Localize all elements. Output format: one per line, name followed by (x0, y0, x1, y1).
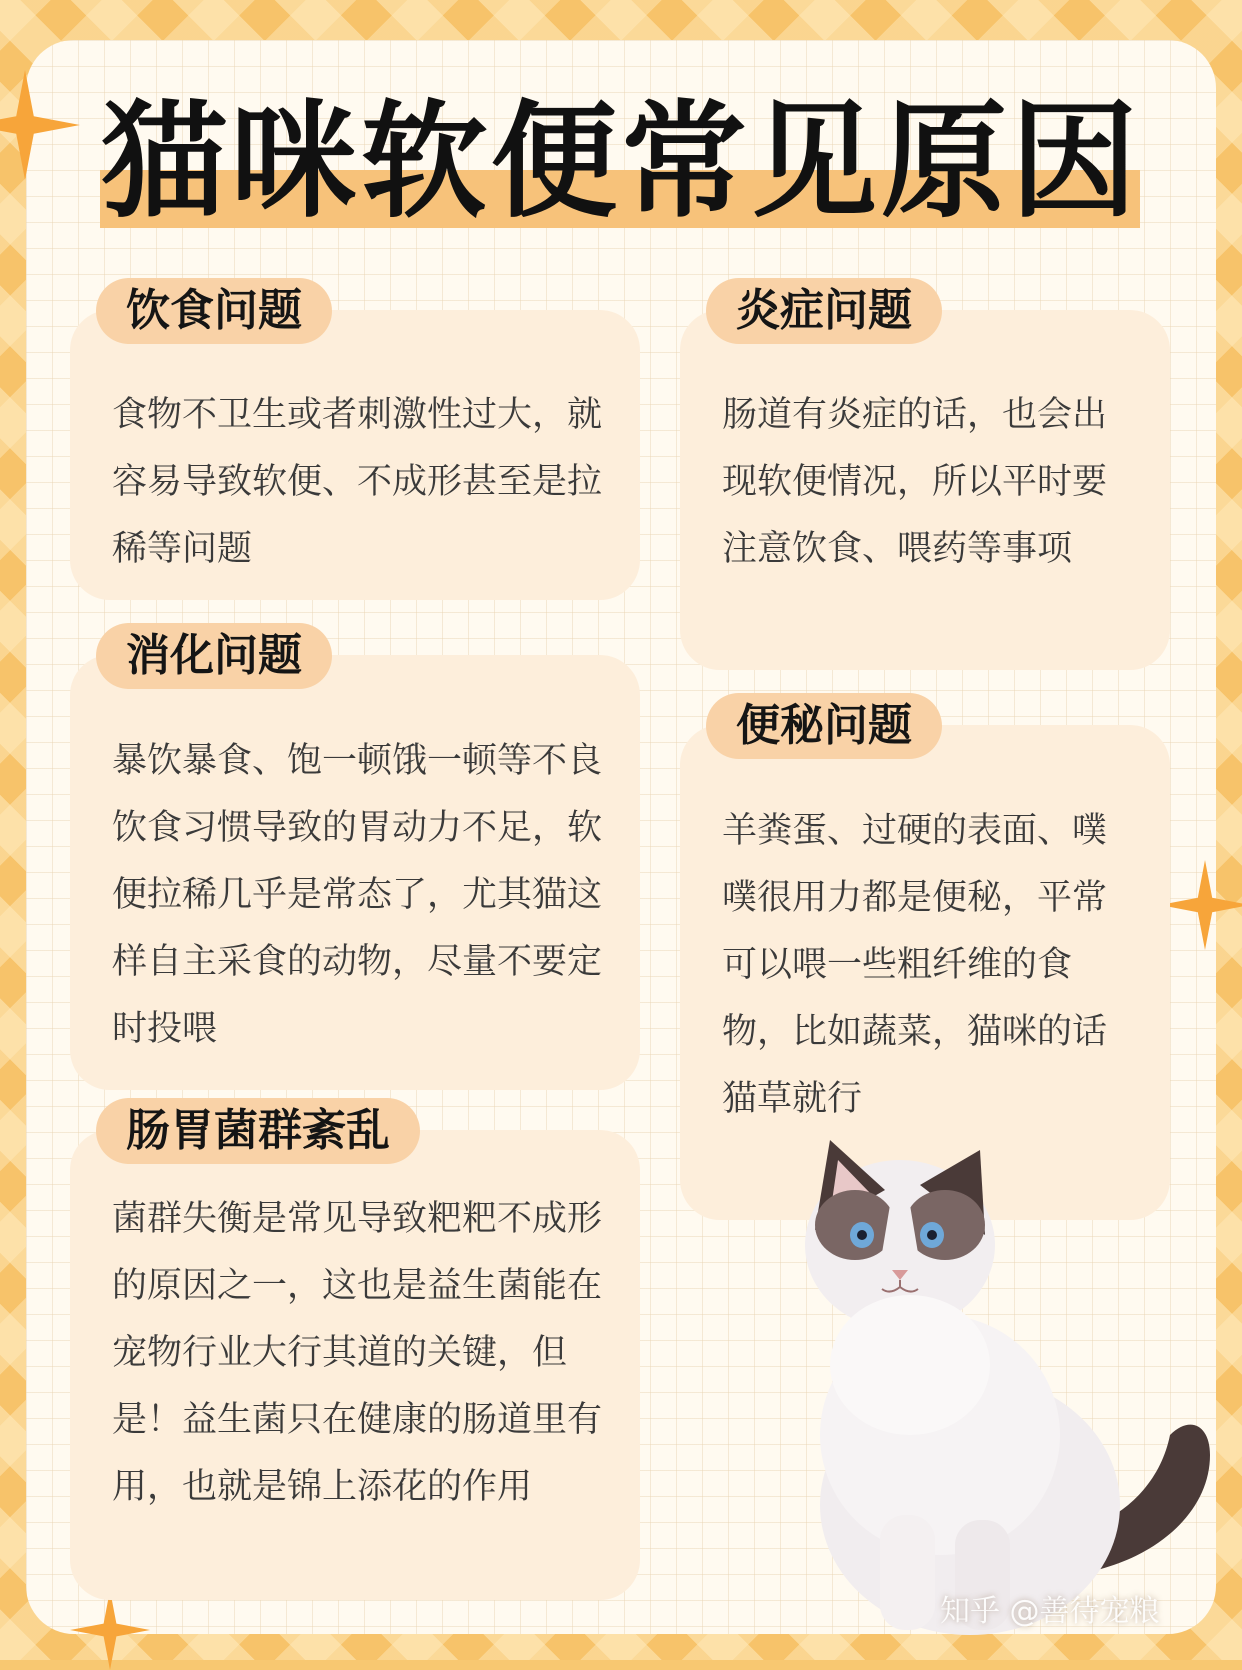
card-constipation-body: 羊粪蛋、过硬的表面、噗噗很用力都是便秘，平常可以喂一些粗纤维的食物，比如蔬菜，猫咪的话猫草就行 (722, 811, 1108, 1119)
cat-illustration (770, 1135, 1230, 1635)
card-digestion-body: 暴饮暴食、饱一顿饿一顿等不良饮食习惯导致的胃动力不足，软便拉稀几乎是常态了，尤其猫这样自主采食的动物，尽量不要定时投喂 (112, 741, 603, 1049)
card-diet-body: 食物不卫生或者刺激性过大，就容易导致软便、不成形甚至是拉稀等问题 (112, 395, 603, 569)
card-gut-flora-tag: 肠胃菌群紊乱 (96, 1098, 420, 1164)
card-constipation-tag: 便秘问题 (706, 693, 942, 759)
card-inflammation-body: 肠道有炎症的话，也会出现软便情况，所以平时要注意饮食、喂药等事项 (722, 395, 1108, 569)
watermark: 知乎 @善待宠粮 (940, 1594, 1160, 1629)
page-title: 猫咪软便常见原因 (101, 88, 1141, 235)
card-digestion-tag: 消化问题 (96, 623, 332, 689)
card-inflammation-tag: 炎症问题 (706, 278, 942, 344)
card-gut-flora-body: 菌群失衡是常见导致粑粑不成形的原因之一，这也是益生菌能在宠物行业大行其道的关键，但是！益生菌只在健康的肠道里有用，也就是锦上添花的作用 (112, 1199, 603, 1507)
card-diet-tag: 饮食问题 (96, 278, 332, 344)
